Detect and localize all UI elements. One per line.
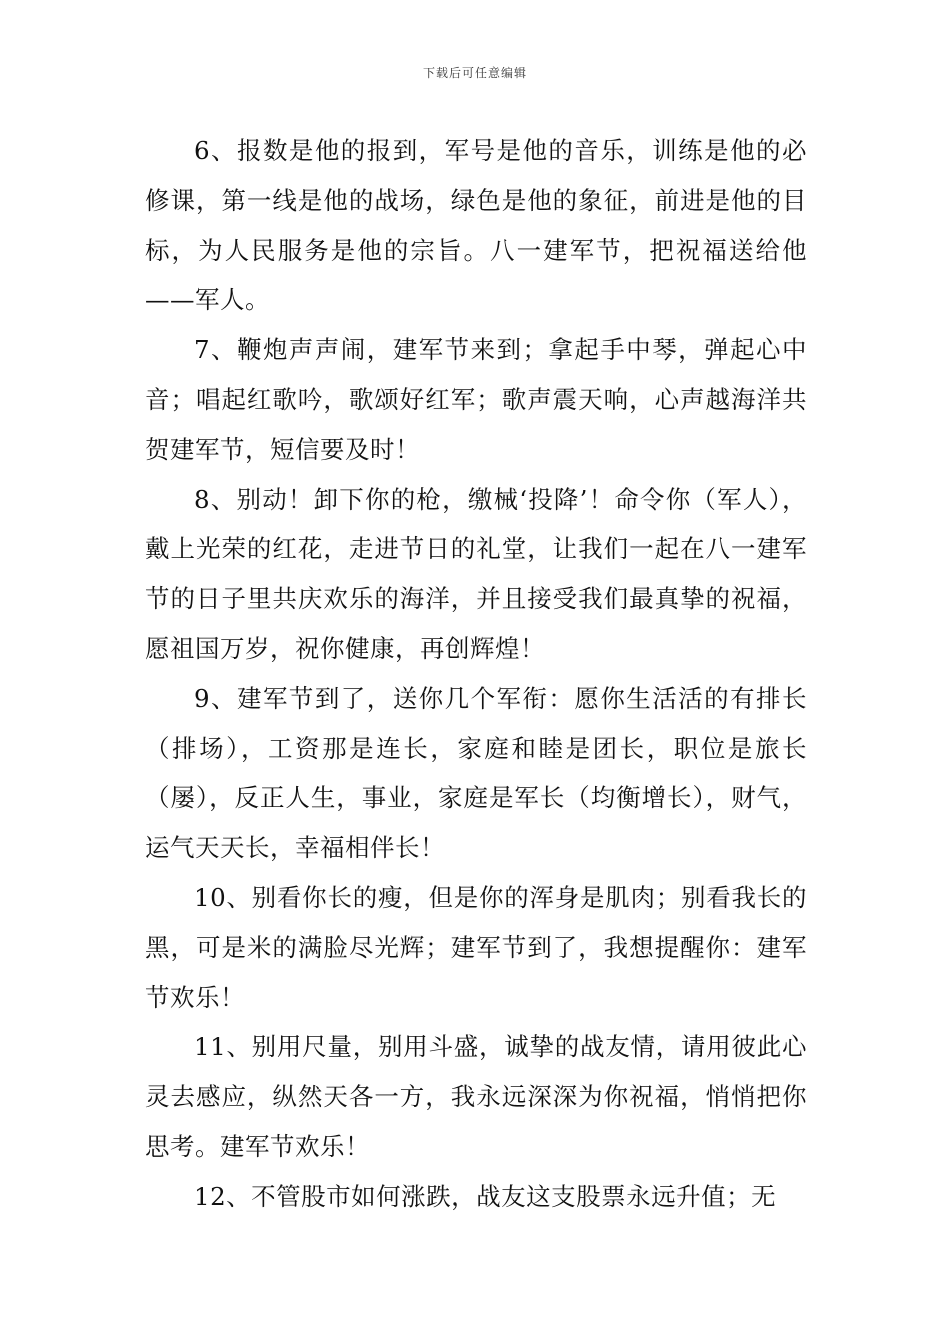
paragraph-8: 8、别动！卸下你的枪，缴械‘投降’！命令你（军人），戴上光荣的红花，走进节日的礼堂，让我们一起在八一建军节的日子里共庆欢乐的海洋，并且接受我们最真挚的祝福，愿祖国万岁，祝你健康，再创辉煌！ — [145, 484, 807, 663]
page-header: 下载后可任意编辑 — [422, 66, 527, 80]
paragraph-9: 9、建军节到了，送你几个军衔：愿你生活活的有排长（排场），工资那是连长，家庭和睦是团长，职位是旅长（屡），反正人生，事业，家庭是军长（均衡增长），财气，运气天天长，幸福相伴长！ — [145, 683, 807, 863]
paragraph-12: 12、不管股市如何涨跌，战友这支股票永远升值；无 — [194, 1181, 777, 1211]
paragraph-6: 6、报数是他的报到，军号是他的音乐，训练是他的必修课，第一线是他的战场，绿色是他的象征，前进是他的目标，为人民服务是他的宗旨。八一建军节，把祝福送给他——军人。 — [145, 136, 807, 315]
paragraph-11: 11、别用尺量，别用斗盛，诚挚的战友情，请用彼此心灵去感应，纵然天各一方，我永远深深为你祝福，悄悄把你思考。建军节欢乐！ — [145, 1032, 807, 1161]
paragraph-10: 10、别看你长的瘦，但是你的浑身是肌肉；别看我长的黑，可是米的满脸尽光辉；建军节到了，我想提醒你：建军节欢乐！ — [145, 882, 807, 1012]
paragraph-7: 7、鞭炮声声闹，建军节来到；拿起手中琴，弹起心中音；唱起红歌吟，歌颂好红军；歌声震天响，心声越海洋共贺建军节，短信要及时！ — [145, 335, 807, 464]
document-body — [145, 126, 807, 1222]
